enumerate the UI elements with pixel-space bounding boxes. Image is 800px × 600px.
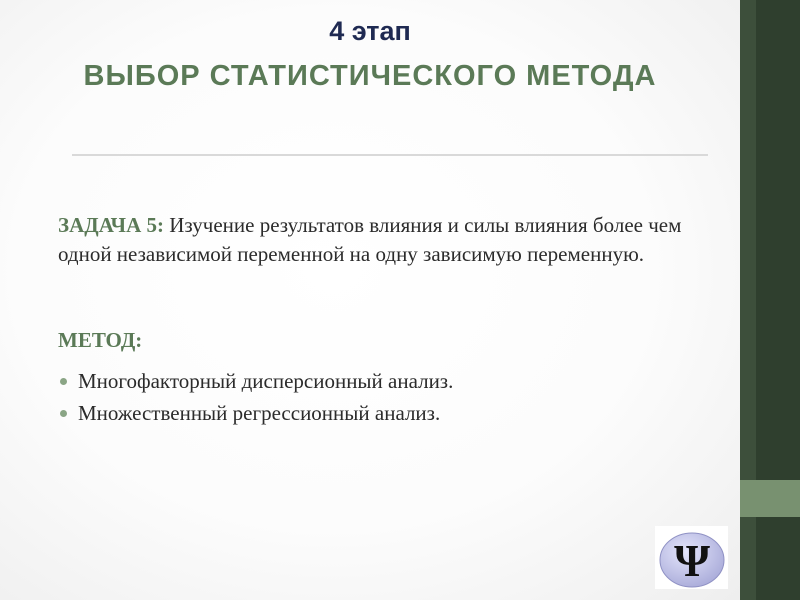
bullet-icon <box>60 378 67 385</box>
method-item <box>58 365 453 397</box>
method-item <box>58 397 453 429</box>
method-item-text: Многофакторный дисперсионный анализ. <box>78 369 454 393</box>
page-title: ВЫБОР СТАТИСТИЧЕСКОГО МЕТОДА <box>83 60 657 92</box>
task-paragraph <box>58 211 698 269</box>
sidebar-accent-block <box>740 480 800 517</box>
title-divider <box>72 154 708 156</box>
stage-title: 4 этап <box>329 16 411 46</box>
task-text: Изучение результатов влияния и силы влияния более чем одной независимой переменной на одну зависимую переменную. <box>58 213 682 266</box>
task-label: ЗАДАЧА 5: <box>58 213 164 237</box>
psi-glyph: Ψ <box>674 535 710 586</box>
method-list <box>58 365 453 429</box>
bullet-icon <box>60 410 67 417</box>
method-label: МЕТОД: <box>58 328 143 352</box>
psi-logo <box>655 526 728 589</box>
method-item-text: Множественный регрессионный анализ. <box>78 401 441 425</box>
psi-icon <box>655 526 728 589</box>
